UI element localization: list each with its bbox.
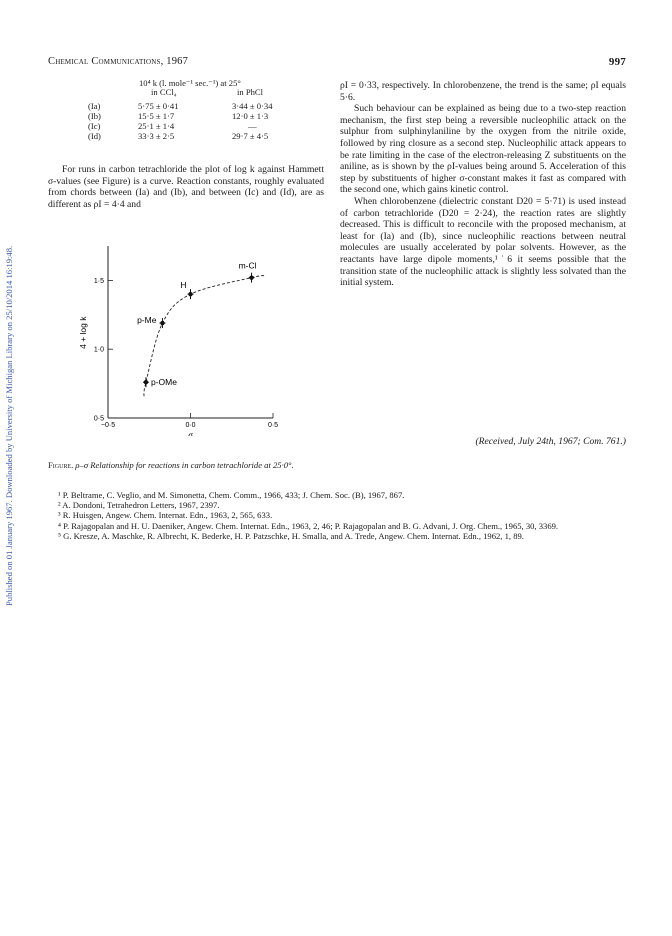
row-value-phcl: 3·44 ± 0·34: [232, 101, 273, 111]
y-tick-label: 0·5: [93, 415, 104, 423]
figure-caption-text: ρ–σ Relationship for reactions in carbon tetrachloride at 25·0°.: [75, 460, 294, 470]
table-row: [88, 121, 328, 131]
row-value-phcl: 12·0 ± 1·3: [232, 111, 269, 121]
table-col-phcl: in PhCl: [237, 87, 264, 97]
data-point: [249, 275, 253, 279]
data-point: [144, 380, 148, 384]
data-point-label: H: [180, 280, 187, 291]
received-line: (Received, July 24th, 1967; Com. 761.): [475, 436, 626, 447]
data-point: [188, 292, 192, 296]
y-axis-label: 4 + log k: [78, 316, 88, 349]
data-point: [160, 321, 164, 325]
row-label: (Ib): [88, 111, 101, 121]
data-point-label: p-OMe: [150, 377, 177, 388]
reference-item: ⁵ G. Kresze, A. Maschke, R. Albrecht, K. Bederke, H. P. Patzschke, H. Smalla, and A. Trede, Angew. Chem. Internat. Edn., 1962, 1, 89.: [58, 530, 524, 541]
reference-item: ⁴ P. Rajagopalan and H. U. Daeniker, Angew. Chem. Internat. Edn., 1963, 2, 46; P. Rajagopalan and B. G. Advani, J. Org. Chem., 1965, 30, 3369.: [58, 520, 559, 531]
row-value-phcl: 29·7 ± 4·5: [232, 131, 269, 141]
x-tick-label: 0·0: [185, 422, 196, 429]
row-label: (Ia): [88, 101, 101, 111]
y-tick-label: 1·5: [93, 277, 104, 285]
right-paragraph-3: When chlorobenzene (dielectric constant D20 = 5·71) is used instead of carbon tetrachloride (D20 = 2·24), the reaction rates are slightly decreased. This is difficult to reconcile with the proposed mechanism, at least for (Ia) and (Ib), since nucleophilic reactions between neutral molecules are usually accelerated by polar solvents. However, as the reactants have large dipole moments,¹˙6 it seems possible that the transition state of the nucleophilic attack is slightly less solvated than the initial system.: [340, 195, 626, 289]
table-row: [88, 131, 328, 141]
row-label: (Id): [88, 131, 101, 141]
figure-plot: [48, 236, 308, 466]
table-col-ccl4: in CCl₄: [151, 87, 177, 97]
x-tick-label: −0·5: [100, 422, 116, 429]
right-paragraph-1: ρI = 0·33, respectively. In chlorobenzene, the trend is the same; ρI equals 5·6.: [340, 80, 626, 103]
right-column: [340, 80, 626, 289]
page-number: 997: [608, 56, 626, 68]
row-value-ccl4: 5·75 ± 0·41: [138, 101, 179, 111]
x-tick-label: 0·5: [267, 422, 279, 429]
figure-caption-lead: Figure.: [48, 460, 74, 470]
rho-sigma-chart: [48, 236, 308, 436]
table-title: 10⁴ k (l. mole⁻¹ sec.⁻¹) at 25°: [139, 78, 241, 88]
chart-points: [143, 273, 255, 388]
left-paragraph: For runs in carbon tetrachloride the plot of log k against Hammett σ-values (see Figure) is a curve. Reaction constants, roughly evaluated from chords between (Ia) and (Ib), and between (Ic) and (Id), are as different as ρI = 4·4 and: [48, 164, 324, 210]
table-row: [88, 111, 328, 121]
page-header: [48, 56, 626, 70]
chart-labels: [137, 261, 257, 388]
figure-caption: [48, 460, 318, 470]
right-paragraph-2: Such behaviour can be explained as being due to a two-step reaction mechanism, the first step being a reversible nucleophilic attack on the sulphur from sulphinylaniline by the oxygen from the nitrile oxide, followed by ring closure as a second step. Nucleophilic attack appears to be rate limiting in the case of the electron-releasing Z substituents on the aniline, as is shown by the ρI-values being around 5. Acceleration of this step by substituents of higher σ-constant makes it fast as compared with the second one, which gains kinetic control.: [340, 103, 626, 196]
data-point-label: m-Cl: [238, 260, 257, 271]
x-axis-label: σ: [188, 430, 193, 436]
references-list: [48, 490, 626, 541]
reference-item: ² A. Dondoni, Tetrahedron Letters, 1967, 2397.: [58, 500, 220, 511]
row-label: (Ic): [88, 121, 101, 131]
chart-axes: [78, 246, 278, 436]
journal-title: Chemical Communications, 1967: [48, 56, 189, 67]
y-tick-label: 1·0: [93, 346, 104, 354]
row-value-ccl4: 25·1 ± 1·4: [138, 121, 175, 131]
row-value-ccl4: 33·3 ± 2·5: [138, 131, 175, 141]
row-value-phcl: —: [248, 121, 257, 131]
data-point-label: p-Me: [137, 315, 157, 326]
reference-item: ¹ P. Beltrame, C. Veglio, and M. Simonetta, Chem. Comm., 1966, 433; J. Chem. Soc. (B), 1967, 867.: [58, 490, 405, 500]
table-row: [88, 101, 328, 111]
reference-item: ³ R. Huisgen, Angew. Chem. Internat. Edn., 1963, 2, 565, 633.: [58, 510, 273, 521]
publication-side-note: Published on 01 January 1967. Downloaded by University of Michigan Library on 25/10/2014 16:19:48.: [4, 245, 14, 606]
row-value-ccl4: 15·5 ± 1·7: [138, 111, 175, 121]
